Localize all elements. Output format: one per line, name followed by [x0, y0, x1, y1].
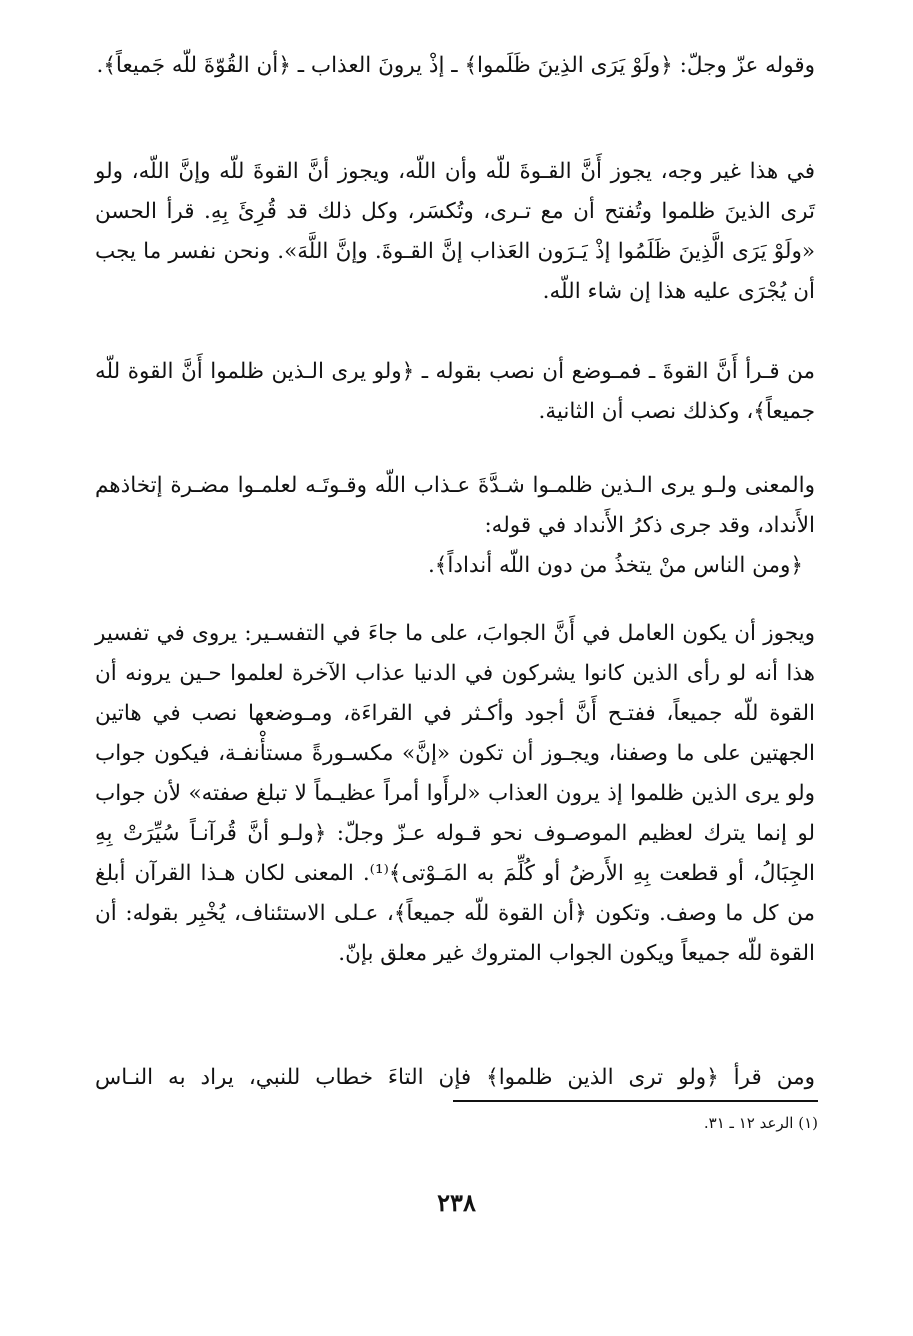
paragraph-grammar-explanation: ويجوز أن يكون العامل في أَنَّ الجوابَ، على ما جاءَ في التفسـير: يروى في تفسير هذا أنه لو رأى الذين كانوا يشركون في الدنيا عذاب الآخرة لعلموا حـين يرونه أن القوة للّه جميعاً، ففتـح أَنَّ أجود وأكـثر في القراءَة، ومـوضعها نصب في هاتين الجهتين على ما وصفنا، ويجـوز أن تكون «إنَّ» مكسـورةً مستأْنفـة، فيكون جواب ولو يرى الذين ظلموا إذ يرون العذاب «لرأَوا أمراً عظيـماً لا تبلغ صفته» لأن جواب لو إنما يترك لعظيم الموصـوف نحو قـوله عـزّ وجلّ: ﴿ولـو أنَّ قُرآنـاً سُيِّرَتْ بِهِ الجِبَالُ، أو قطعت بِهِ الأَرضُ أو كُلِّمَ به المَـوْتى﴾⁽¹⁾. المعنى لكان هـذا القرآن أبلغ من كل ما وصف. وتكون ﴿أن القوة للّه جميعاً﴾، عـلى الاستئناف، يُخْبِر بقوله: أن القوة للّه جميعاً ويكون الجواب المتروك غير معلق بإنّ. [95, 621, 815, 966]
paragraph-readings: في هذا غير وجه، يجوز أَنَّ القـوةَ للّه وأن اللّه، ويجوز أنَّ القوةَ للّه وإنَّ اللّه، ولو تَرى الذينَ ظلموا وتُفتح أن مع تـرى، وتُكسَر، وكل ذلك قد قُرِئَ بِهِ. قرأ الحسن «ولَوْ يَرَى الَّذِينَ ظَلَمُوا إذْ يَـرَون العَذاب إنَّ القـوةَ. وإنَّ اللَّهَ». ونحن نفسر ما يجب أن يُجْرَى عليه هذا إن شاء اللّه. [95, 159, 815, 304]
page-number: ٢٣٨ [437, 1188, 476, 1217]
paragraph-continuation: ومن قرأ ﴿ولو ترى الذين ظلموا﴾ فإن التاءَ خطاب للنبي، يراد به النـاس [95, 1065, 815, 1090]
footnote: (١) الرعد ١٢ ـ ٣١. [703, 1114, 818, 1132]
quranic-quote: ﴿ومن الناس منْ يتخذُ من دون اللّه أنداداً﴾. [427, 553, 803, 578]
paragraph-verse-intro: وقوله عزّ وجلّ: ﴿ولَوْ يَرَى الذِينَ ظَلَموا﴾ ـ إذْ يرونَ العذاب ـ ﴿أن القُوّةَ للّه جَميعاً﴾. [96, 53, 815, 78]
meaning-text: والمعنى ولـو يرى الـذين ظلمـوا شـدَّةَ عـذاب اللّه وقـوتَـه لعلمـوا مضـرة إتخاذهم الأَنداد، وقد جرى ذكرُ الأَنداد في قوله: [95, 473, 815, 538]
paragraph-nasb-reading: من قـرأ أَنَّ القوةَ ـ فمـوضع أن نصب بقوله ـ ﴿ولو يرى الـذين ظلموا أَنَّ القوة للّه جميعاً﴾، وكذلك نصب أن الثانية. [95, 359, 815, 424]
paragraph-meaning [95, 466, 815, 586]
footnote-divider [453, 1100, 818, 1102]
